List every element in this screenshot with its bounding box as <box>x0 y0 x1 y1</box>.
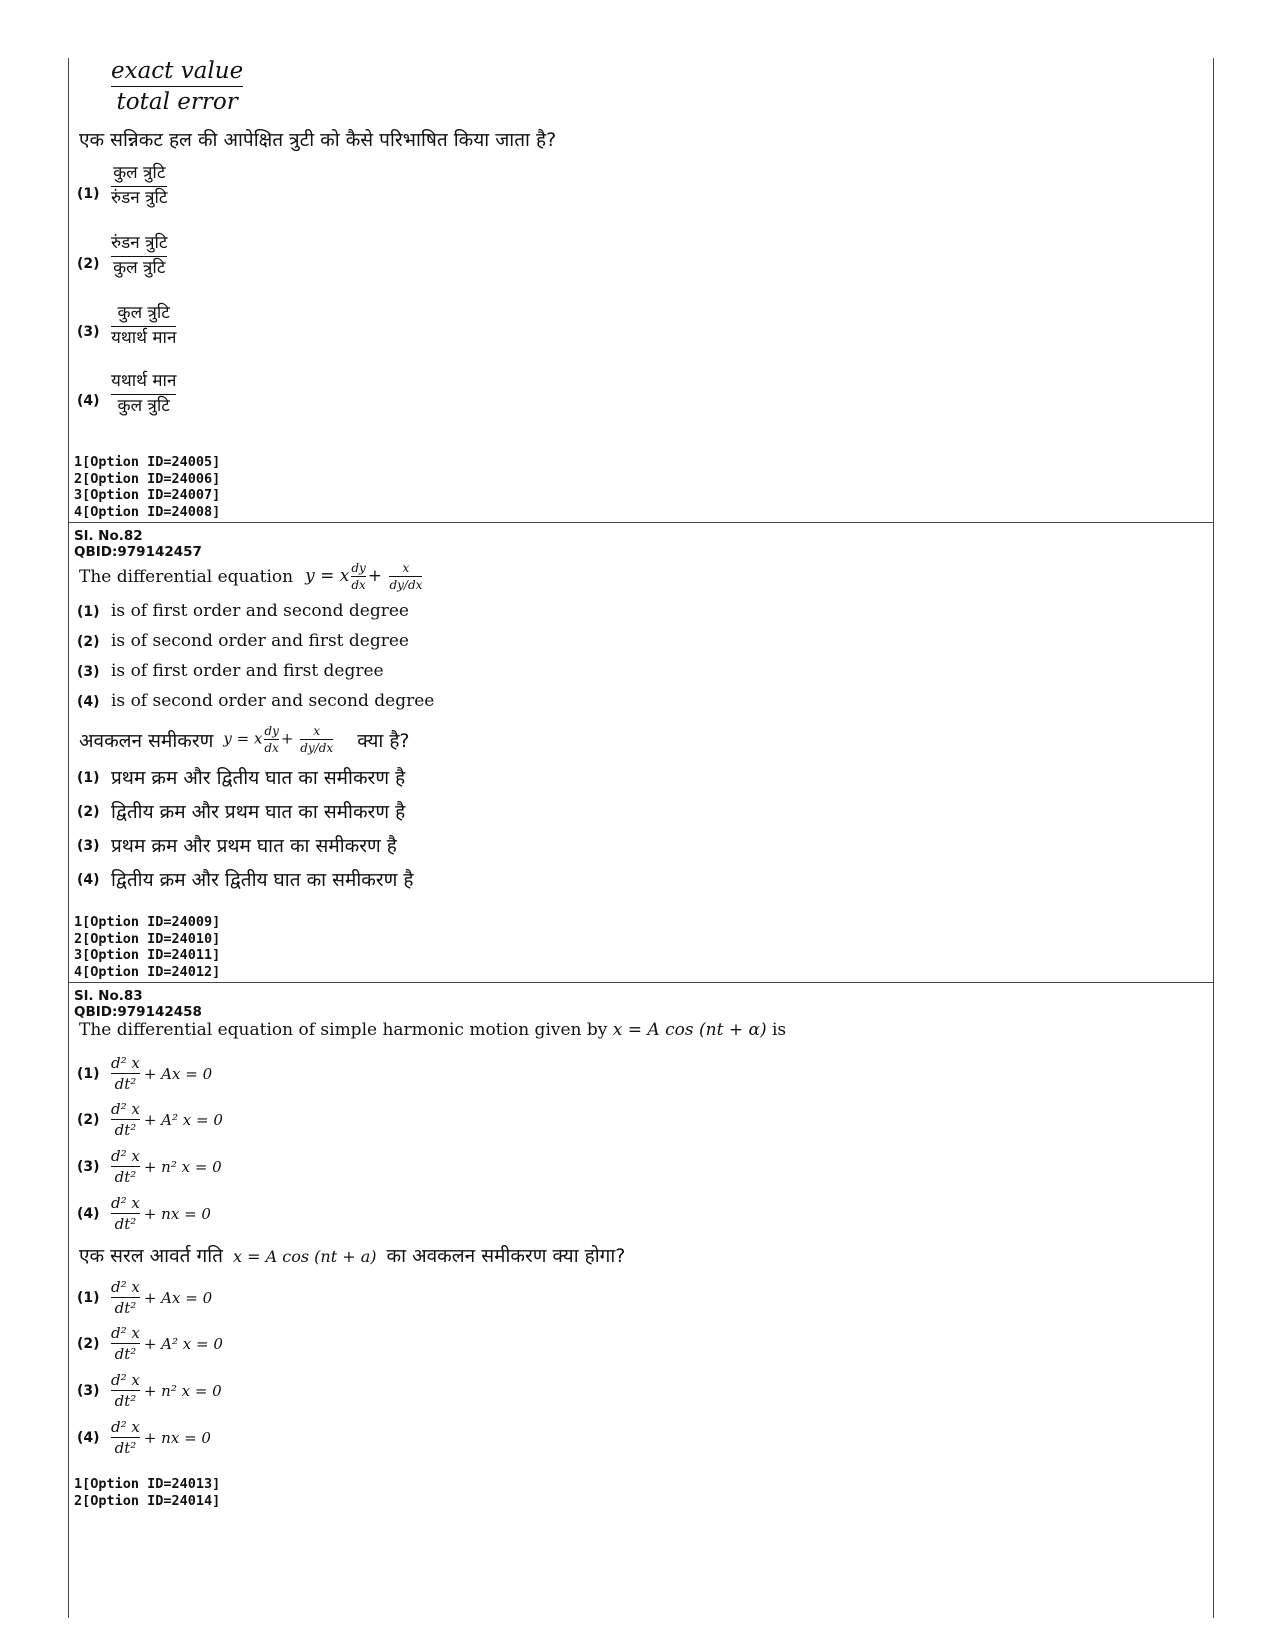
option-number: (1) <box>77 1290 100 1306</box>
option-equation: d² x dt² + Ax = 0 <box>111 1054 213 1093</box>
option-id-list <box>74 454 220 520</box>
fraction-bar <box>111 186 167 187</box>
question-text-en <box>79 561 424 592</box>
option-number: (4) <box>77 393 100 409</box>
equation-rest: + A² x = 0 <box>143 1334 223 1353</box>
option-id: 1[Option ID=24005] <box>74 454 221 470</box>
option-number: (2) <box>77 256 100 272</box>
option-equation: d² x dt² + nx = 0 <box>111 1194 211 1233</box>
question-text-hi <box>79 1242 625 1268</box>
question-prefix: अवकलन समीकरण <box>79 729 214 752</box>
fraction-numerator: कुल त्रुटि <box>117 303 170 323</box>
top-fraction <box>111 58 243 116</box>
equation-rest: + A² x = 0 <box>143 1110 223 1129</box>
fraction-denominator: कुल त्रुटि <box>117 395 170 416</box>
fraction-denominator: यथार्थ मान <box>111 327 177 348</box>
fraction-bar <box>111 394 176 395</box>
option-number: (4) <box>77 872 100 888</box>
option-id: 4[Option ID=24012] <box>74 963 221 980</box>
option-number: (4) <box>77 1430 100 1446</box>
equation: y = x $\frac{dy}{dx}$ + $\frac{x}{dy/dx}$ <box>223 724 334 755</box>
option-text: प्रथम क्रम और द्वितीय घात का समीकरण है <box>111 767 406 789</box>
option-fraction <box>111 164 167 208</box>
qbid: QBID:979142458 <box>74 1004 202 1020</box>
section-divider <box>69 982 1213 983</box>
option-equation: d² x dt² + Ax = 0 <box>111 1278 213 1317</box>
equation-rest: + nx = 0 <box>143 1204 211 1223</box>
option-id: 1[Option ID=24013] <box>74 1476 221 1492</box>
option-number: (1) <box>77 1066 100 1082</box>
question-suffix: is <box>771 1020 787 1040</box>
option-fraction <box>111 372 176 416</box>
option-id: 2[Option ID=24006] <box>74 470 221 487</box>
option-text: is of first order and second degree <box>111 601 409 621</box>
option-number: (2) <box>77 634 100 650</box>
fraction-numerator: exact value <box>111 58 244 84</box>
question-meta <box>74 988 202 1020</box>
option-id: 4[Option ID=24008] <box>74 503 221 520</box>
option-fraction <box>111 234 167 278</box>
fraction-denominator: कुल त्रुटि <box>113 257 166 278</box>
qbid: QBID:979142457 <box>74 544 202 560</box>
question-text-hi <box>79 724 410 755</box>
equation: x = A cos (nt + α) <box>612 1020 767 1040</box>
option-number: (1) <box>77 604 100 620</box>
option-id-list <box>74 1476 220 1509</box>
section-divider <box>69 522 1213 523</box>
option-text: is of second order and second degree <box>111 691 435 711</box>
question-suffix: का अवकलन समीकरण क्या होगा? <box>386 1245 626 1267</box>
fraction-bar <box>111 86 243 87</box>
option-id-list <box>74 914 220 980</box>
fraction-denominator: total error <box>116 89 238 116</box>
option-id: 2[Option ID=24014] <box>74 1492 221 1509</box>
option-number: (2) <box>77 1336 100 1352</box>
question-prefix: एक सरल आवर्त गति <box>79 1245 223 1267</box>
serial-number: Sl. No.82 <box>74 528 143 544</box>
option-number: (1) <box>77 186 100 202</box>
option-equation: d² x dt² + nx = 0 <box>111 1418 211 1457</box>
serial-number: Sl. No.83 <box>74 988 143 1004</box>
option-equation: d² x dt² + A² x = 0 <box>111 1324 223 1363</box>
option-text: द्वितीय क्रम और प्रथम घात का समीकरण है <box>111 801 406 823</box>
option-text: प्रथम क्रम और प्रथम घात का समीकरण है <box>111 835 397 857</box>
option-equation: d² x dt² + n² x = 0 <box>111 1147 222 1186</box>
question-suffix: क्या है? <box>357 729 410 752</box>
option-equation: d² x dt² + A² x = 0 <box>111 1100 223 1139</box>
equation-rest: + n² x = 0 <box>143 1157 222 1176</box>
equation-rest: + nx = 0 <box>143 1428 211 1447</box>
option-fraction <box>111 304 176 348</box>
option-number: (3) <box>77 838 100 854</box>
option-number: (4) <box>77 694 100 710</box>
option-number: (3) <box>77 664 100 680</box>
question-paper-page <box>68 58 1214 1618</box>
hindi-question-text: एक सन्निकट हल की आपेक्षित त्रुटी को कैसे परिभाषित किया जाता है? <box>79 129 557 151</box>
option-id: 3[Option ID=24007] <box>74 487 221 503</box>
option-number: (3) <box>77 324 100 340</box>
option-id: 2[Option ID=24010] <box>74 930 221 947</box>
option-number: (4) <box>77 1206 100 1222</box>
fraction-bar <box>111 326 176 327</box>
option-number: (3) <box>77 1159 100 1175</box>
fraction-numerator: रुंडन त्रुटि <box>111 233 168 253</box>
question-meta <box>74 528 202 560</box>
option-id: 1[Option ID=24009] <box>74 914 221 930</box>
fraction-bar <box>111 256 167 257</box>
option-id: 3[Option ID=24011] <box>74 947 221 963</box>
option-number: (2) <box>77 804 100 820</box>
question-text-en <box>79 1020 786 1040</box>
equation: x = A cos (nt + a) <box>233 1247 377 1266</box>
option-number: (3) <box>77 1383 100 1399</box>
question-prefix: The differential equation of simple harmonic motion given by <box>79 1020 608 1040</box>
option-text: द्वितीय क्रम और द्वितीय घात का समीकरण है <box>111 869 414 891</box>
option-equation: d² x dt² + n² x = 0 <box>111 1371 222 1410</box>
equation-rest: + Ax = 0 <box>143 1064 213 1083</box>
option-text: is of second order and first degree <box>111 631 409 651</box>
equation-rest: + Ax = 0 <box>143 1288 213 1307</box>
question-prefix: The differential equation <box>79 566 294 587</box>
option-number: (2) <box>77 1112 100 1128</box>
equation-rest: + n² x = 0 <box>143 1381 222 1400</box>
equation: y = x $\frac{dy}{dx}$ + $\frac{x}{dy/dx}$ <box>305 561 423 592</box>
fraction-numerator: कुल त्रुटि <box>113 163 166 183</box>
option-text: is of first order and first degree <box>111 661 384 681</box>
fraction-numerator: यथार्थ मान <box>111 371 177 391</box>
fraction-denominator: रुंडन त्रुटि <box>111 187 168 208</box>
option-number: (1) <box>77 770 100 786</box>
